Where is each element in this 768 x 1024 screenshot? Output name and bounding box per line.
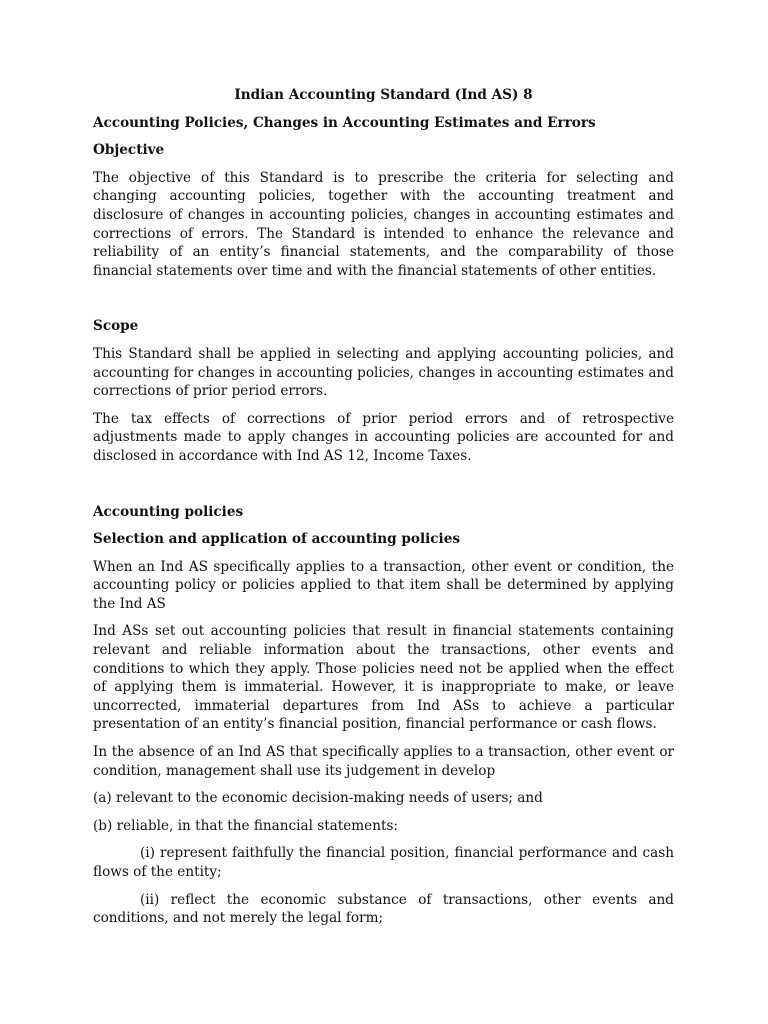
document-title: Indian Accounting Standard (Ind AS) 8 — [234, 87, 533, 103]
scope-heading: Scope — [93, 318, 139, 335]
document-subtitle: Accounting Policies, Changes in Accounting Estimates and Errors — [93, 114, 596, 131]
selection-application-subheading: Selection and application of accounting policies — [93, 531, 461, 548]
policies-paragraph-1: When an Ind AS specifically applies to a transaction, other event or condition, the accounting policy or policies applied to that item shall be determined by applying the Ind AS — [93, 558, 674, 612]
objective-heading: Objective — [93, 142, 165, 159]
accounting-policies-heading: Accounting policies — [93, 503, 244, 520]
scope-paragraph-1: This Standard shall be applied in selecting and applying accounting policies, and accounting for changes in accounting policies, changes in accounting estimates and corrections of prior period errors. — [93, 345, 674, 400]
list-item-a: (a) relevant to the economic decision-making needs of users; and — [93, 790, 543, 807]
scope-paragraph-2: The tax effects of corrections of prior period errors and of retrospective adjustments made to apply changes in accounting policies are accounted for and disclosed in accordance with Ind AS 12, Income Taxes. — [93, 410, 674, 464]
list-item-b-ii: (ii) reflect the economic substance of transactions, other events and conditions, and not merely the legal form; — [93, 891, 674, 927]
list-item-b: (b) reliable, in that the financial statements: — [93, 817, 398, 834]
objective-paragraph: The objective of this Standard is to prescribe the criteria for selecting and changing accounting policies, together with the accounting treatment and disclosure of changes in accounting policies, changes in accounting estimates and corrections of errors. The Standard is intended to enhance the relevance and reliability of an entity’s financial statements, and the comparability of those financial statements over time and with the financial statements of other entities. — [93, 169, 674, 279]
document-page — [93, 86, 674, 937]
policies-paragraph-2: Ind ASs set out accounting policies that result in financial statements containing relevant and reliable information about the transactions, other events and conditions to which they apply. Those policies need not be applied when the effect of applying them is immaterial. However, it is inappropriate to make, or leave uncorrected, immaterial departures from Ind ASs to achieve a particular presentation of an entity’s financial position, financial performance or cash flows. — [93, 623, 674, 733]
list-item-b-i: (i) represent faithfully the financial position, financial performance and cash flows of the entity; — [93, 845, 674, 880]
policies-paragraph-3: In the absence of an Ind AS that specifically applies to a transaction, other event or condition, management shall use its judgement in develop — [93, 744, 674, 779]
